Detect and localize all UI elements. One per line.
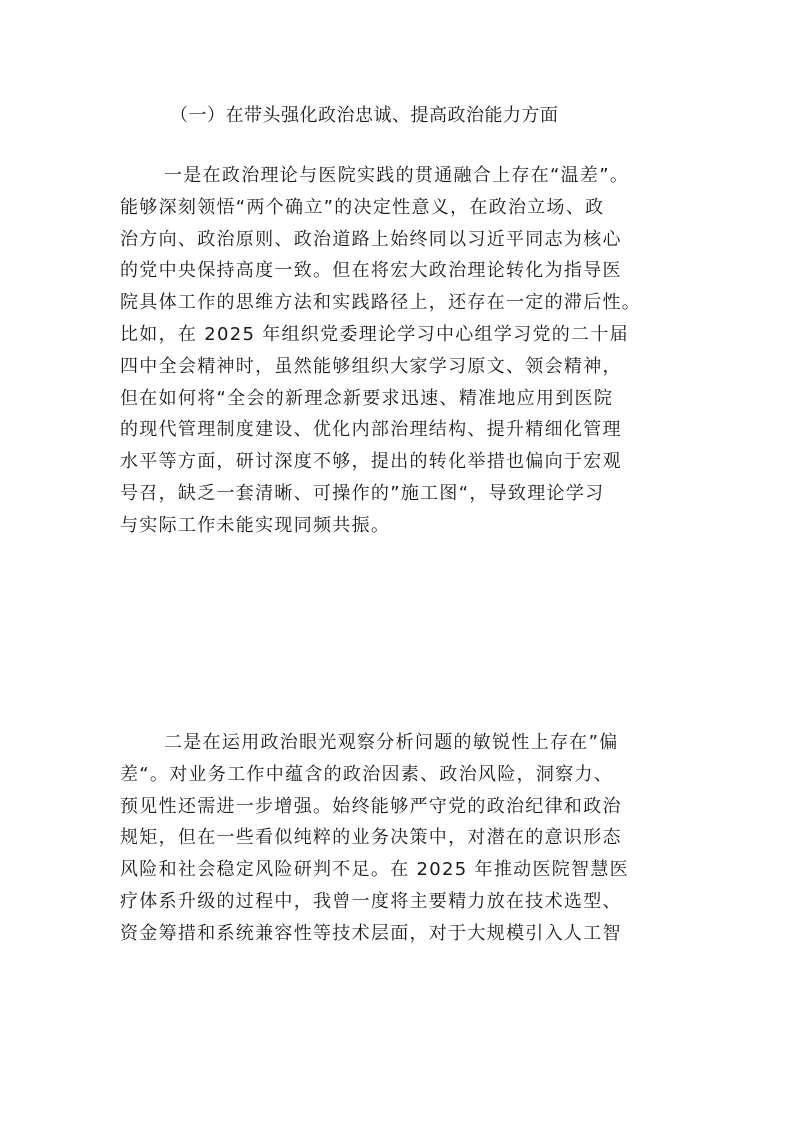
paragraph-line: 资金筹措和系统兼容性等技术层面，对于大规模引入人工智 bbox=[120, 922, 622, 944]
paragraph-line: 的现代管理制度建设、优化内部治理结构、提升精细化管理 bbox=[120, 419, 622, 441]
paragraph-line: 与实际工作未能实现同频共振。 bbox=[120, 514, 391, 536]
paragraph-line: 差“。对业务工作中蕴含的政治因素、政治风险，洞察力、 bbox=[120, 763, 614, 785]
paragraph-line: 规矩，但在一些看似纯粹的业务决策中，对潜在的意识形态 bbox=[120, 827, 622, 849]
paragraph-line: 但在如何将“全会的新理念新要求迅速、精准地应用到医院 bbox=[120, 387, 614, 409]
paragraph-line: 的党中央保持高度一致。但在将宏大政治理论转化为指导医 bbox=[120, 260, 622, 282]
paragraph-line: 四中全会精神时，虽然能够组织大家学习原文、领会精神， bbox=[120, 355, 622, 377]
paragraph-line: 比如，在 2025 年组织党委理论学习中心组学习党的二十届 bbox=[120, 323, 629, 345]
paragraph-2 bbox=[120, 727, 680, 950]
paragraph-line: 水平等方面，研讨深度不够，提出的转化举措也偏向于宏观 bbox=[120, 451, 622, 473]
paragraph-line: 一是在政治理论与医院实践的贯通融合上存在“温差”。 bbox=[164, 165, 630, 186]
section-heading: （一）在带头强化政治忠诚、提高政治能力方面 bbox=[170, 105, 559, 126]
paragraph-line: 预见性还需进一步增强。始终能够严守党的政治纪律和政治 bbox=[120, 795, 622, 817]
paragraph-line: 能够深刻领悟“两个确立”的决定性意义，在政治立场、政 bbox=[120, 196, 605, 218]
paragraph-line: 风险和社会稳定风险研判不足。在 2025 年推动医院智慧医 bbox=[120, 859, 629, 881]
paragraph-line: 号召，缺乏一套清晰、可操作的”施工图“，导致理论学习 bbox=[120, 482, 605, 504]
paragraph-line: 治方向、政治原则、政治道路上始终同以习近平同志为核心 bbox=[120, 228, 622, 250]
paragraph-1 bbox=[120, 160, 680, 542]
paragraph-line: 疗体系升级的过程中，我曾一度将主要精力放在技术选型、 bbox=[120, 890, 622, 912]
paragraph-line: 院具体工作的思维方法和实践路径上，还存在一定的滞后性。 bbox=[120, 292, 642, 314]
paragraph-line: 二是在运用政治眼光观察分析问题的敏锐性上存在”偏 bbox=[164, 732, 619, 753]
